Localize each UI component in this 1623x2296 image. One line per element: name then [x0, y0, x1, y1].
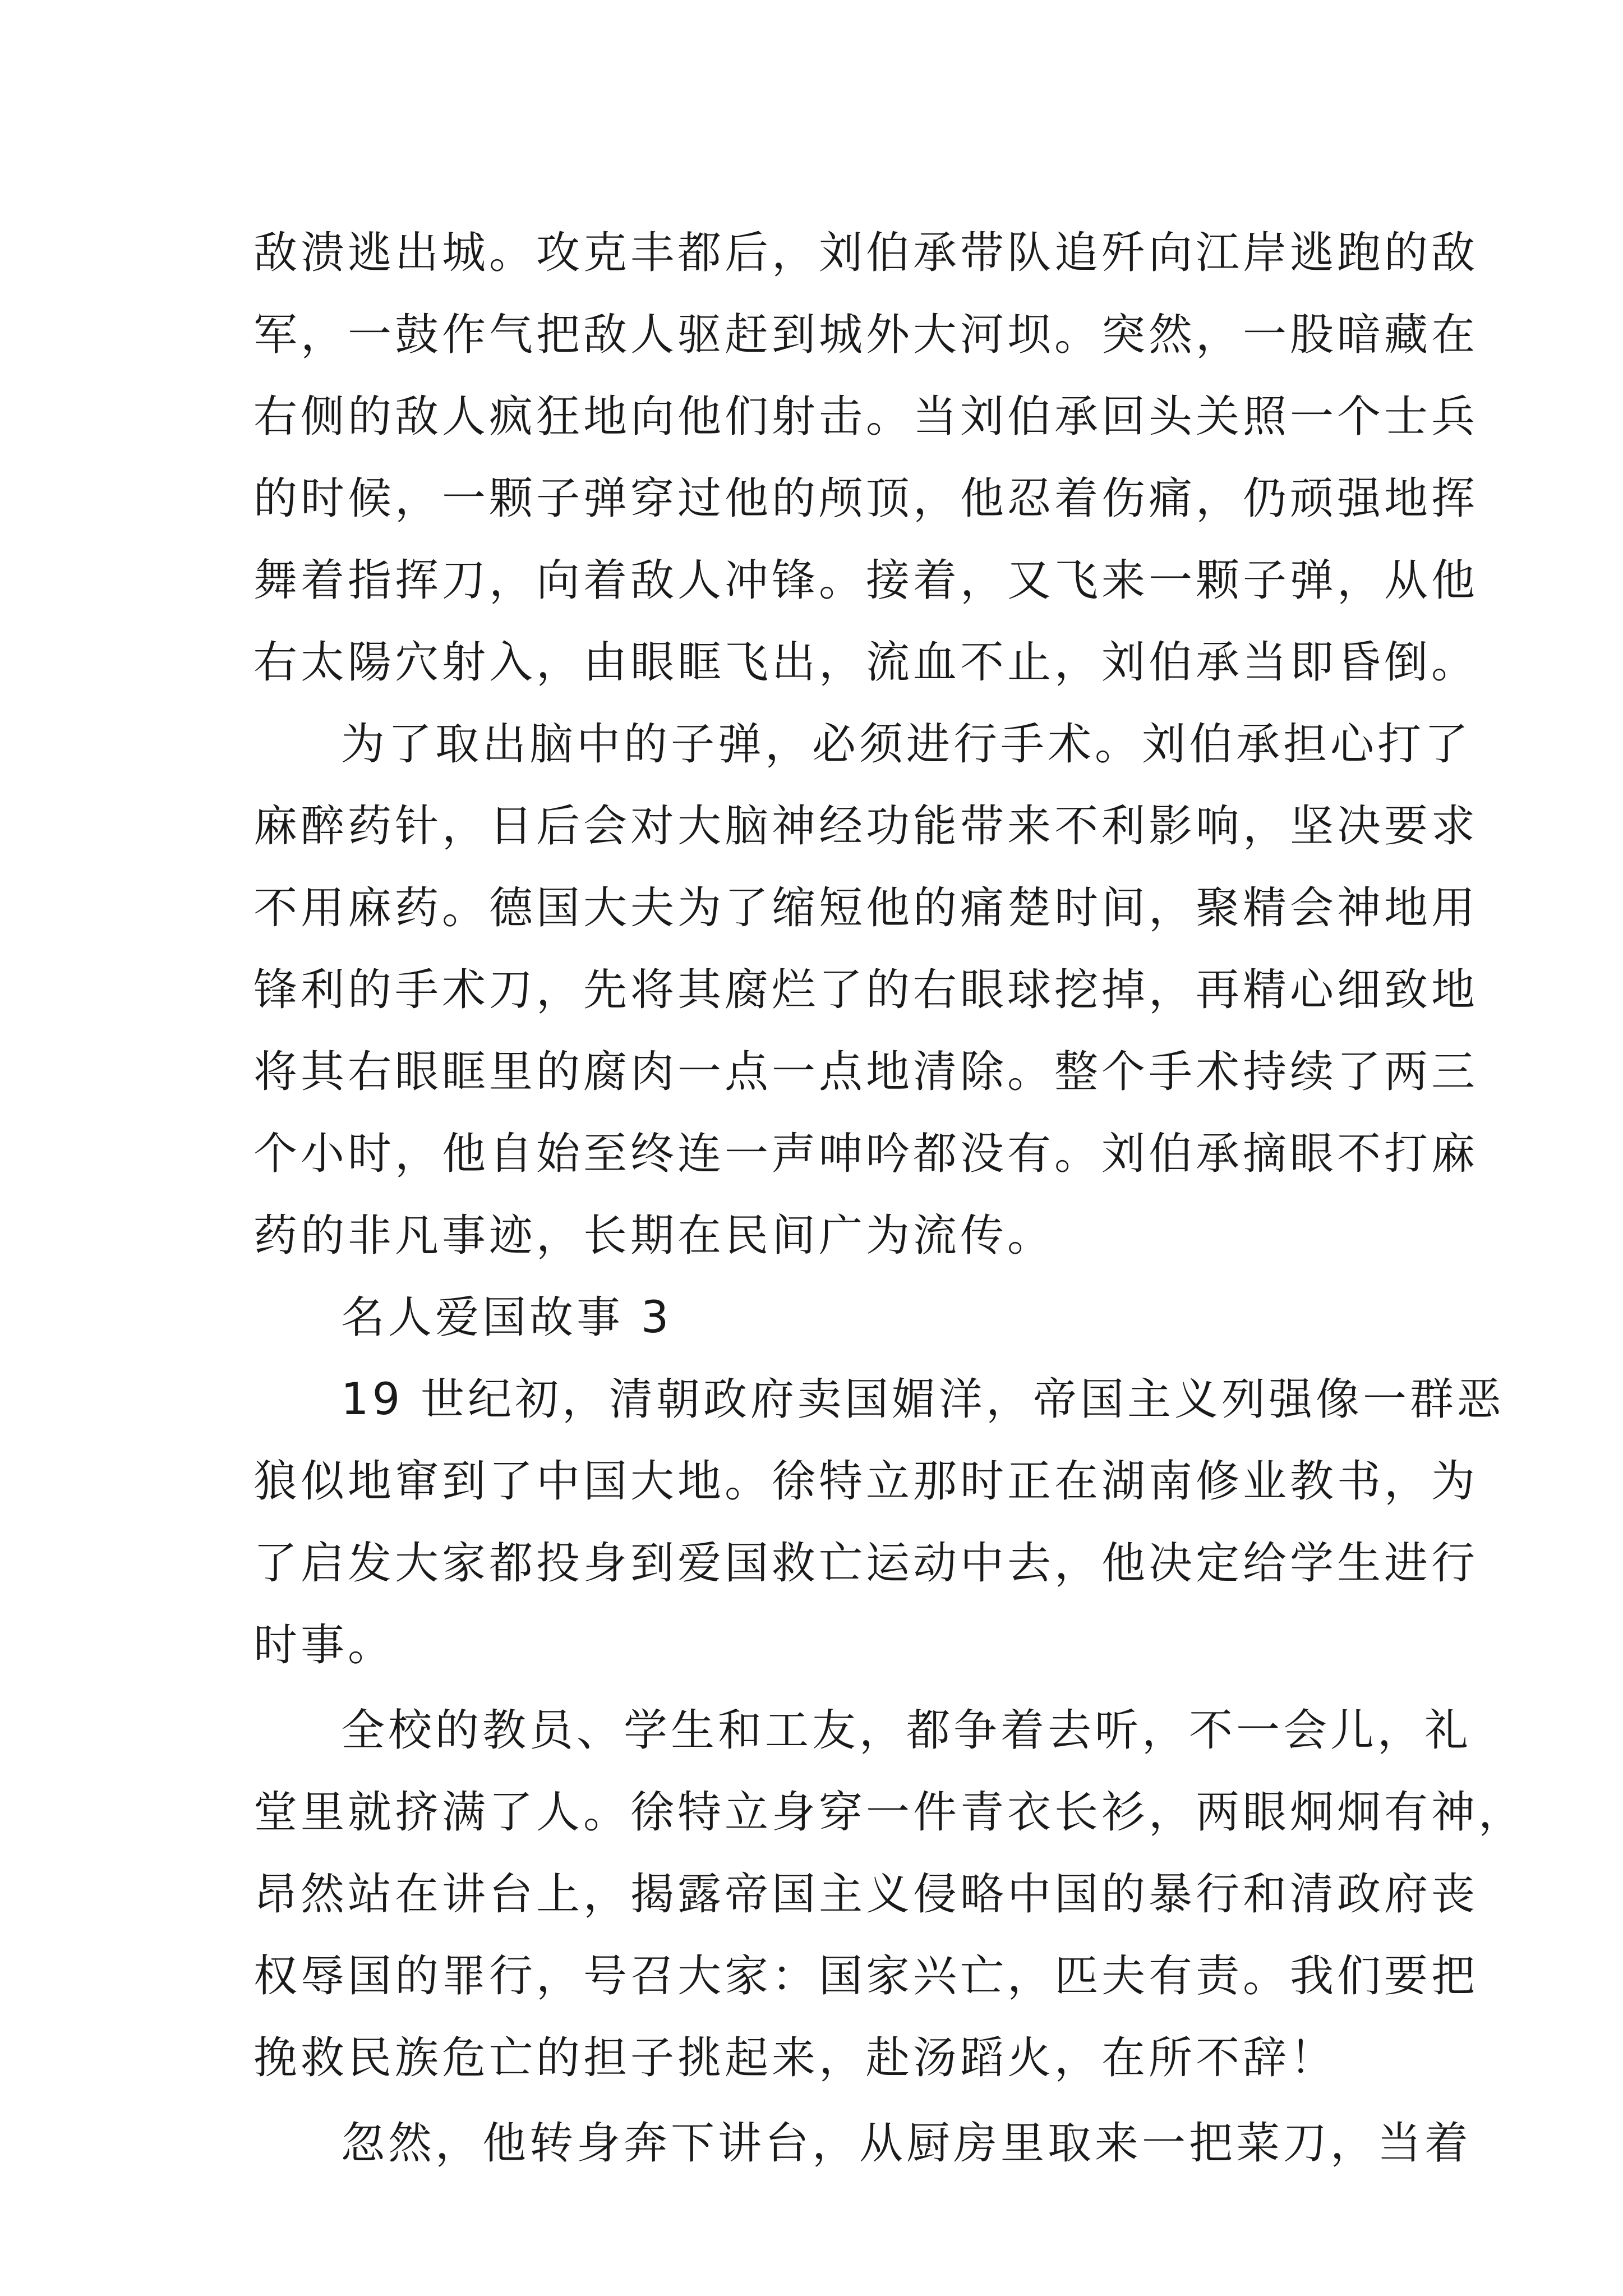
document-body	[253, 212, 1526, 2184]
paragraph-2-line-6: 个小时，他自始至终连一声呻吟都没有。刘伯承摘眼不打麻	[253, 1129, 1479, 1179]
paragraph-2-line-3: 不用麻药。德国大夫为了缩短他的痛楚时间，聚精会神地用	[253, 883, 1479, 933]
paragraph-3-line-4: 时事。	[253, 1620, 395, 1671]
paragraph-3-line-3: 了启发大家都投身到爱国救亡运动中去，他决定给学生进行	[253, 1538, 1479, 1589]
paragraph-2-line-4: 锋利的手术刀，先将其腐烂了的右眼球挖掉，再精心细致地	[253, 965, 1479, 1015]
paragraph-1-line-1: 敌溃逃出城。攻克丰都后，刘伯承带队追歼向江岸逃跑的敌	[253, 228, 1479, 278]
paragraph-1-line-4: 的时候，一颗子弹穿过他的颅顶，他忍着伤痛，仍顽强地挥	[253, 473, 1479, 524]
paragraph-3-line-2: 狼似地窜到了中国大地。徐特立那时正在湖南修业教书，为	[253, 1456, 1479, 1507]
section-heading: 名人爱国故事 3	[341, 1292, 672, 1343]
paragraph-4-line-3: 昂然站在讲台上，揭露帝国主义侵略中国的暴行和清政府丧	[253, 1869, 1479, 1920]
paragraph-1-line-3: 右侧的敌人疯狂地向他们射击。当刘伯承回头关照一个士兵	[253, 392, 1479, 442]
paragraph-2-line-1: 为了取出脑中的子弹，必须进行手术。刘伯承担心打了	[341, 719, 1472, 770]
paragraph-2-line-5: 将其右眼眶里的腐肉一点一点地清除。整个手术持续了两三	[253, 1047, 1479, 1097]
paragraph-1-line-6: 右太陽穴射入，由眼眶飞出，流血不止，刘伯承当即昏倒。	[253, 637, 1479, 688]
paragraph-4-line-2: 堂里就挤满了人。徐特立身穿一件青衣长衫，两眼炯炯有神，	[253, 1787, 1526, 1838]
paragraph-4-line-5: 挽救民族危亡的担子挑起来，赴汤蹈火，在所不辞！	[253, 2033, 1338, 2083]
paragraph-4-line-4: 权辱国的罪行，号召大家：国家兴亡，匹夫有责。我们要把	[253, 1951, 1479, 2001]
paragraph-3-line-1: 19 世纪初，清朝政府卖国媚洋，帝国主义列强像一群恶	[341, 1374, 1505, 1425]
paragraph-5-line-1: 忽然，他转身奔下讲台，从厨房里取来一把菜刀，当着	[341, 2118, 1472, 2169]
paragraph-4-line-1: 全校的教员、学生和工友，都争着去听，不一会儿，礼	[341, 1705, 1472, 1756]
paragraph-1-line-5: 舞着指挥刀，向着敌人冲锋。接着，又飞来一颗子弹，从他	[253, 555, 1479, 606]
paragraph-1-line-2: 军，一鼓作气把敌人驱赶到城外大河坝。突然，一股暗藏在	[253, 310, 1479, 360]
paragraph-2-line-2: 麻醉药针，日后会对大脑神经功能带来不利影响，坚决要求	[253, 801, 1479, 852]
paragraph-2-line-7: 药的非凡事迹，长期在民间广为流传。	[253, 1211, 1055, 1261]
